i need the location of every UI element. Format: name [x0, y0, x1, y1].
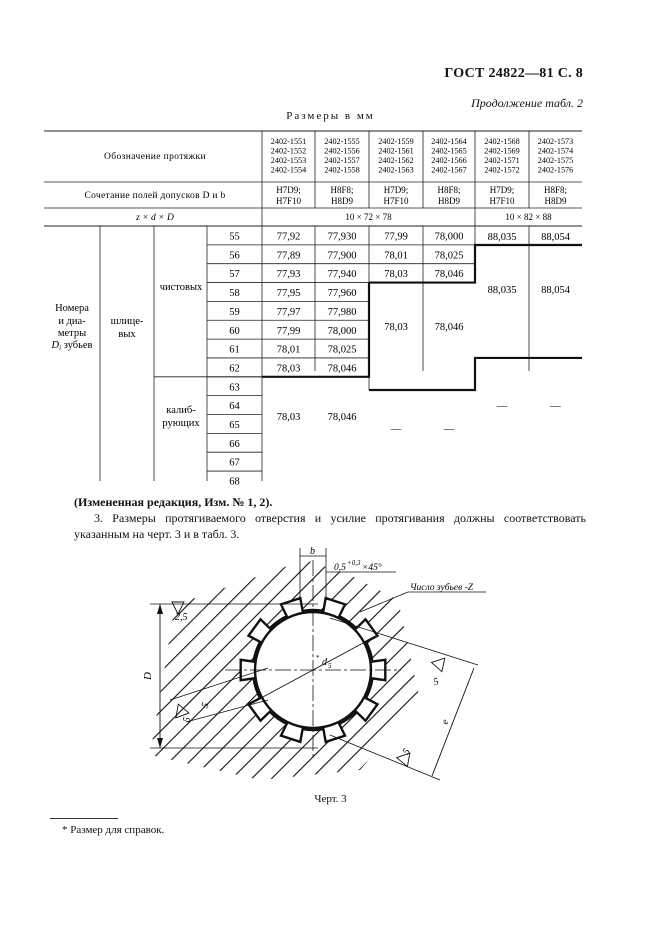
- zdD-value: 10 × 72 × 78: [345, 212, 392, 222]
- designation-code: 2402-1573: [537, 137, 574, 146]
- tolerance-code: H8F8;: [330, 185, 354, 195]
- finishing-label: чистовых: [159, 282, 203, 293]
- dash-cell: —: [550, 401, 561, 412]
- designation-code: 2402-1566: [431, 156, 467, 165]
- diameter-value: 77,900: [327, 250, 357, 262]
- zdD-label: z × d × D: [136, 213, 174, 223]
- tolerance-code: H8F8;: [437, 185, 461, 195]
- diameter-value: 77,99: [276, 325, 301, 337]
- roughness-symbol: [431, 658, 448, 674]
- designation-code: 2402-1565: [431, 146, 467, 156]
- label-d: d: [322, 657, 327, 668]
- diameter-value: 78,01: [384, 250, 408, 262]
- diameter-value: 78,000: [434, 231, 464, 243]
- designation-code: 2402-1569: [484, 146, 520, 156]
- label-roughness: 5: [181, 716, 194, 724]
- label-chamfer-tol: +0,3: [347, 559, 361, 567]
- diameter-value: 88,035: [487, 285, 517, 296]
- tolerance-code: H7D9;: [383, 185, 409, 195]
- diameter-value: 78,03: [276, 412, 301, 423]
- designation-code: 2402-1576: [537, 165, 574, 175]
- tolerance-code: H7F10: [383, 196, 409, 206]
- label-roughness: 5: [432, 676, 441, 689]
- tolerance-code: H7F10: [489, 196, 515, 206]
- tolerance-code: H7F10: [275, 196, 302, 206]
- diameter-value: 78,03: [276, 363, 301, 375]
- diameter-value: 77,960: [327, 288, 357, 300]
- designation-code: 2402-1557: [324, 156, 360, 165]
- paragraph-3: 3. Размеры протягиваемого отверстия и усилие протягивания должны соответствовать указанным на черт. 3 и в табл. 3.: [74, 511, 586, 541]
- label-dim: е: [439, 717, 452, 727]
- slot-label: шлице-: [110, 316, 144, 327]
- label-D: D: [142, 672, 154, 680]
- diameter-value: 77,95: [276, 288, 301, 300]
- tooth-number: 58: [229, 288, 240, 300]
- row-group-label: и диа-: [58, 316, 86, 327]
- designation-code: 2402-1572: [484, 165, 520, 175]
- tooth-number: 56: [229, 250, 240, 262]
- page-header: ГОСТ 24822—81 С. 8: [444, 66, 583, 81]
- designation-code: 2402-1561: [378, 146, 414, 156]
- label-roughness-top: 2,5: [175, 612, 188, 623]
- diameter-value: 77,980: [327, 306, 357, 318]
- diameter-value: 77,99: [384, 231, 408, 243]
- tolerance-code: H8D9: [438, 196, 460, 206]
- tooth-number: 57: [229, 269, 240, 281]
- row-group-label: Номера: [55, 303, 89, 314]
- diameter-value: 78,01: [276, 344, 301, 356]
- diameter-value: 77,89: [276, 250, 301, 262]
- designation-code: 2402-1574: [537, 146, 574, 156]
- tolerance-code: H8F8;: [543, 185, 568, 195]
- tooth-number: 68: [229, 476, 240, 488]
- diameter-value: 88,035: [487, 232, 517, 243]
- roughness-symbol: [397, 753, 414, 769]
- diameter-value: 77,97: [276, 306, 301, 318]
- diameter-value: 78,000: [327, 325, 357, 337]
- units-caption: Размеры в мм: [286, 110, 375, 122]
- figure-caption: Черт. 3: [314, 793, 347, 805]
- footnote-separator: [50, 818, 118, 819]
- tolerance-code: H8D9: [544, 196, 567, 206]
- label-d-star: *: [316, 654, 320, 662]
- calibrating-label: калиб-: [166, 405, 196, 416]
- tooth-number: 55: [229, 231, 240, 243]
- tooth-number: 60: [229, 325, 240, 337]
- designation-code: 2402-1568: [484, 137, 520, 146]
- designation-code: 2402-1556: [324, 146, 360, 156]
- diameter-value: 78,046: [434, 269, 464, 281]
- diameter-value: 77,93: [276, 269, 301, 281]
- diameter-value: 78,046: [327, 412, 357, 423]
- tooth-number: 67: [229, 457, 240, 469]
- label-teeth: Число зубьев -Z: [410, 583, 474, 593]
- designation-code: 2402-1552: [270, 146, 307, 156]
- label-roughness: 5: [400, 746, 413, 757]
- designation-code: 2402-1564: [431, 137, 467, 146]
- label-chamfer: 0,5: [334, 563, 346, 573]
- continuation-label: Продолжение табл. 2: [471, 96, 583, 110]
- calibrating-label: рующих: [162, 418, 200, 429]
- label-b: b: [310, 546, 315, 557]
- tooth-number: 65: [229, 420, 240, 431]
- diameter-value: 88,054: [541, 232, 570, 243]
- diameter-value: 78,025: [434, 250, 464, 262]
- diameter-value: 78,046: [434, 322, 464, 333]
- dash-cell: —: [443, 424, 455, 435]
- designation-code: 2402-1553: [270, 156, 307, 165]
- designation-code: 2402-1559: [378, 137, 414, 146]
- designation-code: 2402-1571: [484, 156, 520, 165]
- diameter-value: 78,025: [327, 344, 357, 356]
- tooth-number: 62: [229, 363, 240, 375]
- tooth-number: 63: [229, 382, 240, 394]
- tooth-number: 64: [229, 401, 240, 413]
- tolerance-code: H7D9;: [489, 185, 515, 195]
- designation-label: Обозначение протяжки: [104, 152, 206, 162]
- tooth-number: 66: [229, 438, 240, 450]
- dash-cell: —: [496, 401, 508, 412]
- label-chamfer-angle: ×45°: [362, 563, 382, 573]
- designation-code: 2402-1554: [270, 165, 307, 175]
- tooth-number: 59: [229, 306, 240, 318]
- diameter-value: 77,92: [276, 231, 301, 243]
- tolerance-code: H8D9: [331, 196, 353, 206]
- designation-code: 2402-1575: [537, 156, 574, 165]
- label-d-sub: 5: [328, 662, 332, 670]
- row-group-label: метры: [57, 328, 87, 339]
- designation-code: 2402-1563: [378, 165, 414, 175]
- designation-code: 2402-1558: [324, 165, 360, 175]
- tooth-number: 61: [229, 344, 240, 356]
- arrow: [157, 604, 163, 614]
- designation-code: 2402-1551: [270, 137, 307, 146]
- tolerance-label: Сочетание полей допусков D и b: [84, 191, 226, 201]
- amendment-note: (Измененная редакция, Изм. № 1, 2).: [74, 495, 273, 509]
- diameter-value: 77,940: [327, 269, 357, 281]
- designation-code: 2402-1567: [431, 165, 467, 175]
- footnote: * Размер для справок.: [62, 824, 165, 836]
- diameter-value: 77,930: [327, 231, 357, 243]
- label-roughness: 5: [199, 701, 212, 710]
- diameter-value: 78,03: [384, 322, 408, 333]
- diameter-value: 88,054: [541, 285, 570, 296]
- diameter-value: 78,03: [384, 269, 408, 281]
- designation-code: 2402-1562: [378, 156, 414, 165]
- diameter-value: 78,046: [327, 363, 357, 375]
- row-group-label: Di зубьев: [51, 340, 93, 352]
- dash-cell: —: [390, 424, 402, 435]
- designation-code: 2402-1555: [324, 137, 360, 146]
- slot-label: вых: [118, 329, 136, 340]
- zdD-value: 10 × 82 × 88: [505, 212, 552, 222]
- tolerance-code: H7D9;: [276, 185, 301, 195]
